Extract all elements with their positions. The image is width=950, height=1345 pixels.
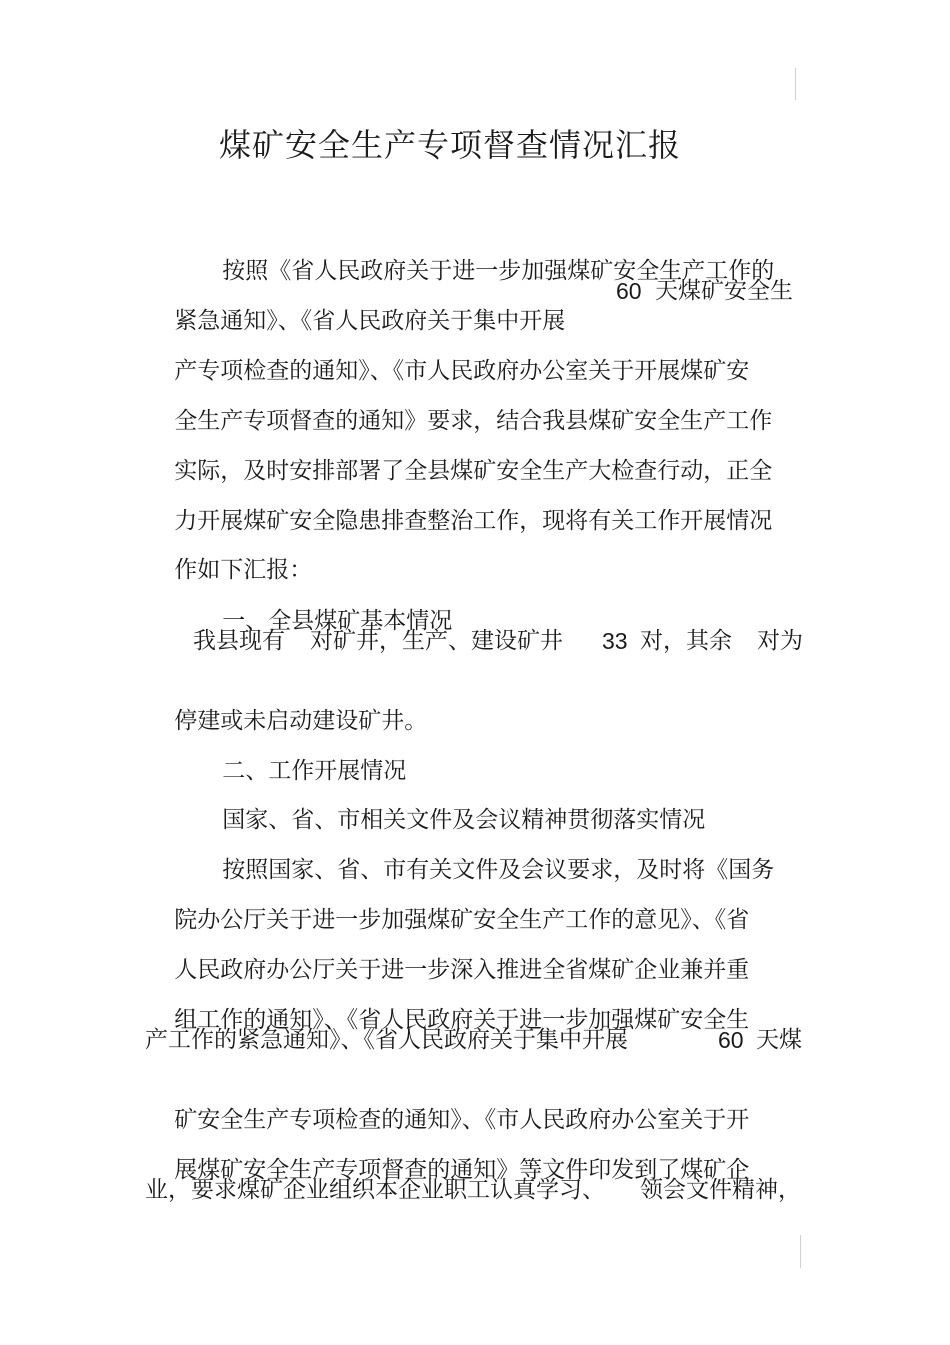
page-corner-mark-top <box>795 68 796 100</box>
number-segment: 33 <box>602 628 628 654</box>
text-segment: 对为 <box>757 628 803 654</box>
text-segment: 我县现有 <box>193 628 285 654</box>
text-segment: 产工作的紧急通知》、《省人民政府关于集中开展 <box>145 1027 628 1053</box>
text-segment: 天煤矿安全生 <box>655 278 793 304</box>
text-segment: 院办公厅关于进一步加强煤矿安全生产工作的意见》、《省 <box>174 907 750 933</box>
text-segment: 产专项检查的通知》、《市人民政府办公室关于开展煤矿安 <box>174 358 750 384</box>
text-segment: 国家、省、市相关文件及会议精神贯彻落实情况 <box>222 807 706 833</box>
text-segment: 按照《省人民政府关于进一步加强煤矿安全生产工作的 <box>222 258 775 284</box>
text-segment: 力开展煤矿安全隐患排查整治工作，现将有关工作开展情况 <box>174 508 773 534</box>
text-segment: 业，要求煤矿企业组织本企业职工认真学习、 <box>145 1177 605 1203</box>
document-title: 煤矿安全生产专项督查情况汇报 <box>218 126 681 164</box>
page-corner-mark-bottom <box>800 1235 801 1268</box>
text-segment: 二、工作开展情况 <box>222 758 407 784</box>
text-segment: 作如下汇报： <box>174 557 313 583</box>
text-segment: 组工作的通知》、《省人民政府关于进一步加强煤矿安全生 <box>174 1007 750 1033</box>
text-segment: 对矿井，生产、建设矿井 <box>310 628 563 654</box>
number-segment: 60 <box>616 278 642 304</box>
text-segment: 实际，及时安排部署了全县煤矿安全生产大检查行动，正全 <box>174 458 773 484</box>
text-segment: 紧急通知》、《省人民政府关于集中开展 <box>174 308 566 334</box>
text-segment: 按照国家、省、市有关文件及会议要求，及时将《国务 <box>222 857 775 883</box>
text-segment: 对，其余 <box>640 628 732 654</box>
text-segment: 全生产专项督查的通知》要求，结合我县煤矿安全生产工作 <box>174 408 773 434</box>
text-segment: 停建或未启动建设矿井。 <box>174 708 428 734</box>
text-segment: 展煤矿安全生产专项督查的通知》等文件印发到了煤矿企 <box>174 1157 750 1183</box>
text-segment: 一、全县煤矿基本情况 <box>222 608 453 634</box>
number-segment: 60 <box>718 1027 744 1053</box>
text-segment: 矿安全生产专项检查的通知》、《市人民政府办公室关于开 <box>174 1107 750 1133</box>
text-segment: 人民政府办公厅关于进一步深入推进全省煤矿企业兼并重 <box>174 957 750 983</box>
text-segment: 天煤 <box>756 1027 802 1053</box>
text-segment: 领会文件精神， <box>640 1177 801 1203</box>
